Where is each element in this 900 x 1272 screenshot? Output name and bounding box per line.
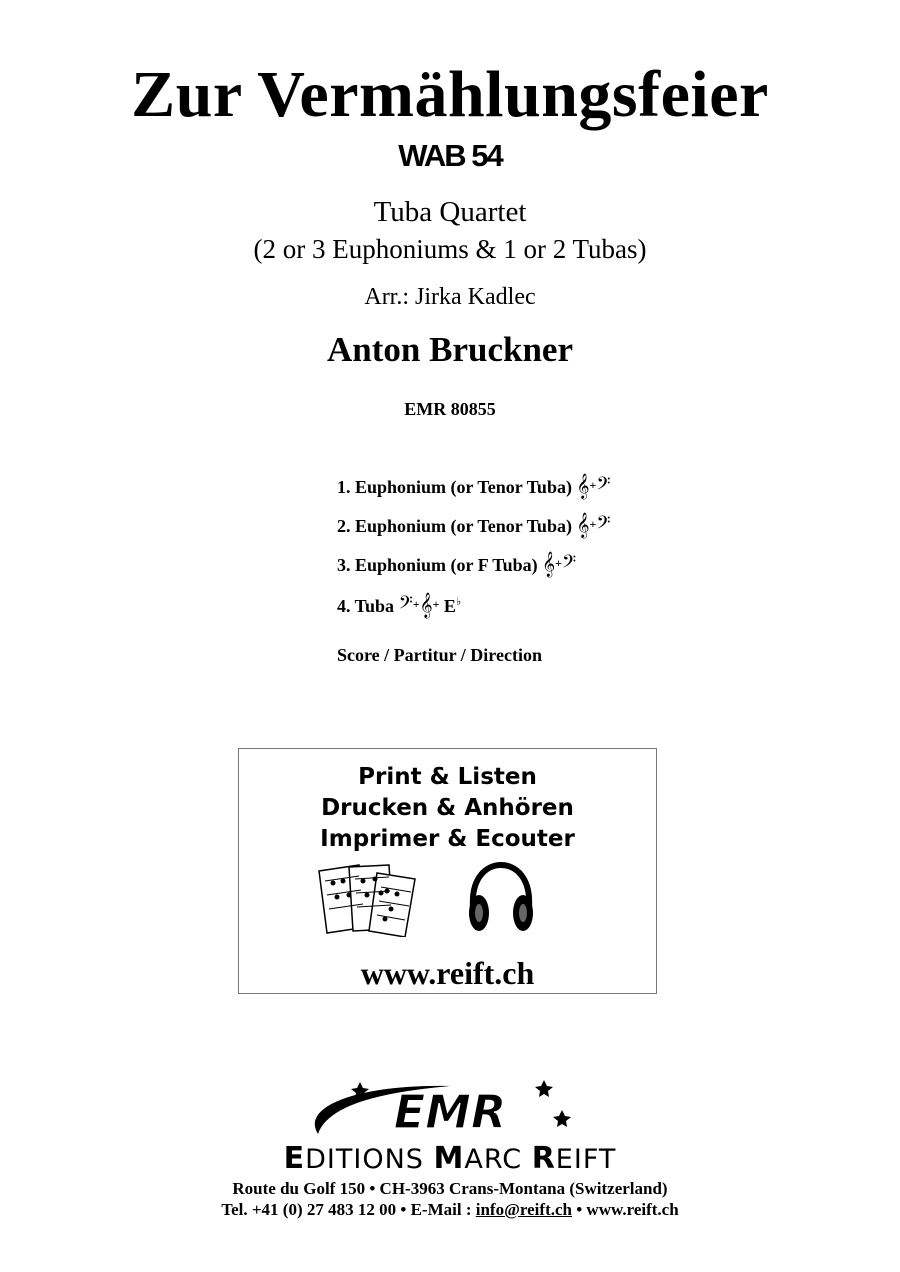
email-link[interactable]: info@reift.ch — [475, 1200, 572, 1219]
parts-list — [337, 470, 610, 626]
plus-sign: + — [555, 556, 562, 570]
part-label: 1. Euphonium (or Tenor Tuba) — [337, 477, 572, 497]
composer: Anton Bruckner — [327, 330, 573, 369]
telephone: Tel. +41 (0) 27 483 12 00 • E-Mail : — [221, 1200, 476, 1219]
edition-number: EMR 80855 — [404, 399, 496, 419]
flat-sign: ♭ — [455, 596, 462, 608]
treble-clef-icon: 𝄞 — [576, 474, 590, 499]
instrumentation: (2 or 3 Euphoniums & 1 or 2 Tubas) — [253, 234, 647, 264]
headphones-icon — [465, 861, 537, 937]
publisher-address: Route du Golf 150 • CH-3963 Crans-Montana (Switzerland) — [232, 1179, 668, 1198]
publisher-name: EDITIONS MARC REIFT — [283, 1141, 617, 1176]
print-listen-box — [238, 748, 657, 994]
catalog-number: WAB 54 — [398, 138, 502, 173]
page-title: Zur Vermählungsfeier — [131, 58, 769, 131]
sheet-music-icon — [315, 861, 423, 937]
promo-url[interactable]: www.reift.ch — [360, 955, 535, 991]
treble-clef-icon: 𝄞 — [419, 593, 433, 618]
part-label: 3. Euphonium (or F Tuba) — [337, 555, 538, 575]
part-label: 4. Tuba — [337, 596, 395, 616]
part-1 — [337, 470, 610, 509]
plus-sign: + — [589, 517, 597, 531]
treble-clef-icon: 𝄞 — [542, 552, 556, 577]
treble-clef-icon: 𝄞 — [576, 513, 590, 538]
part-2 — [337, 509, 610, 548]
emr-logo — [300, 1076, 600, 1142]
website-link[interactable]: • www.reift.ch — [571, 1200, 679, 1219]
publisher-contact — [0, 1201, 900, 1218]
bass-clef-icon: 𝄢 — [596, 513, 611, 538]
part-label: 2. Euphonium (or Tenor Tuba) — [337, 516, 572, 536]
part-4 — [337, 587, 610, 626]
plus-sign: + — [589, 478, 597, 492]
plus-sign: + — [432, 597, 440, 611]
e-flat-key: E — [443, 596, 456, 616]
bass-clef-icon: 𝄢 — [561, 552, 577, 577]
score-label: Score / Partitur / Direction — [337, 645, 542, 665]
bass-clef-icon: 𝄢 — [596, 474, 611, 499]
plus-sign: + — [412, 597, 420, 611]
promo-line-de: Drucken & Anhören — [321, 795, 574, 821]
bass-clef-icon: 𝄢 — [398, 593, 413, 618]
logo-text: EMR — [393, 1085, 507, 1139]
promo-line-en: Print & Listen — [358, 764, 537, 790]
promo-line-fr: Imprimer & Ecouter — [320, 826, 575, 852]
arranger: Arr.: Jirka Kadlec — [364, 284, 536, 310]
part-3 — [337, 548, 610, 587]
subtitle: Tuba Quartet — [373, 196, 527, 228]
